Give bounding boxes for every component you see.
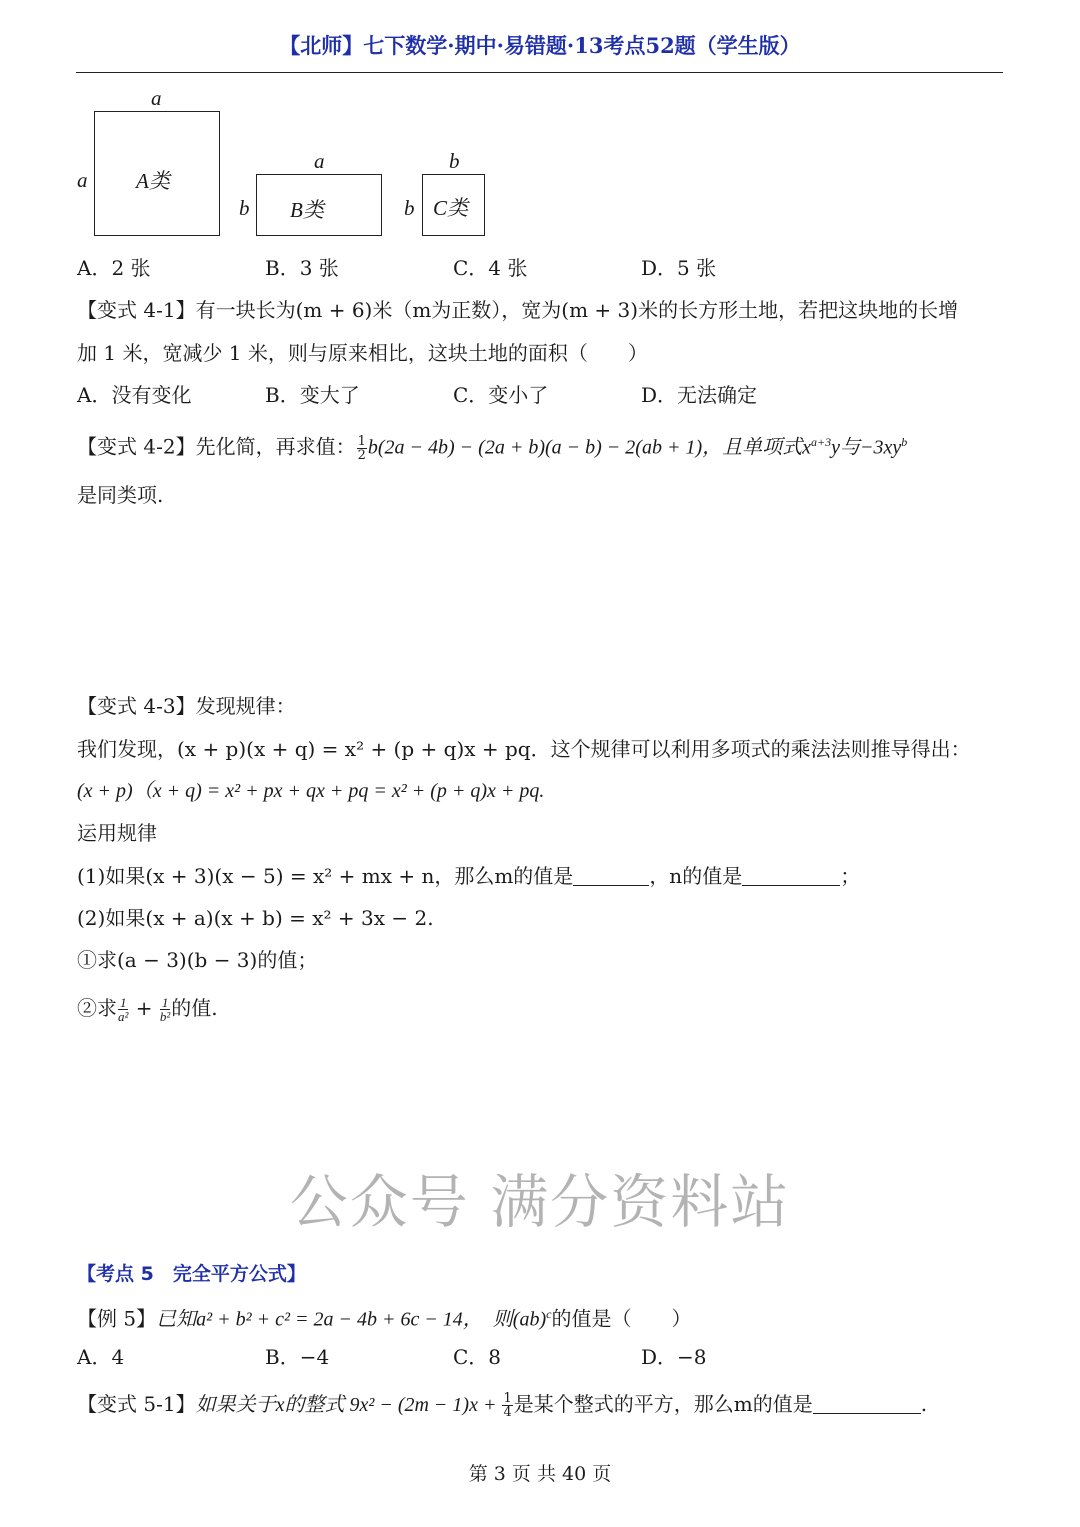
v42-sup1: a+3 — [811, 435, 832, 449]
a-top-label: a — [151, 86, 162, 110]
v42-frac-num: 1 — [357, 433, 366, 449]
v43-plus: + — [129, 996, 159, 1020]
v43-frac2-num: 1 — [161, 995, 169, 1010]
b-top-label: a — [314, 149, 325, 173]
kaodian5-title: 【考点 5 完全平方公式】 — [77, 1263, 306, 1285]
c-top-label: b — [449, 149, 460, 173]
ex5-text-a: 已知a² + b² + c² = 2a − 4b + 6c − 14， 则(ab) — [156, 1308, 547, 1331]
q4-option-b: B．3 张 — [265, 256, 339, 280]
ex5-option-b: B．−4 — [265, 1345, 330, 1369]
answer-blank-m[interactable] — [573, 865, 649, 886]
ex5-option-a: A．4 — [77, 1345, 125, 1369]
v43-frac2 — [160, 996, 170, 1023]
ex5-sup: c — [546, 1307, 552, 1321]
tile-a-label: A类 — [136, 169, 170, 193]
v51-text-a: 如果关于x的整式 9x² − (2m − 1)x + — [195, 1394, 502, 1416]
q4-option-d: D．5 张 — [641, 256, 717, 280]
v41-line2: 加 1 米，宽减少 1 米，则与原来相比，这块土地的面积（ ） — [77, 341, 648, 365]
v41-option-d: D．无法确定 — [641, 383, 758, 407]
q4-option-a: A．2 张 — [77, 256, 151, 280]
v51-frac-den: 4 — [503, 1405, 512, 1420]
tile-c-label: C类 — [433, 196, 469, 220]
v42-mid: y与−3xy — [831, 436, 902, 459]
q4-option-c: C．4 张 — [453, 256, 528, 280]
v43-q1-text-c: ； — [840, 864, 861, 888]
v43-frac1-den: a² — [118, 1009, 129, 1024]
ex5-tag: 【例 5】 — [77, 1306, 157, 1331]
v41-line1 — [77, 296, 958, 324]
v41-text1: 有一块长为(m + 6)米（m为正数），宽为(m + 3)米的长方形土地，若把这块地的长增 — [195, 298, 959, 322]
v42-sup2: b — [901, 435, 908, 449]
page-footer: 第 3 页 共 40 页 — [468, 1463, 612, 1485]
ex5-text-b: 的值是（ ） — [551, 1306, 692, 1331]
watermark: 公众号 满分资料站 — [289, 1168, 791, 1236]
v42-prefix: 先化简，再求值： — [195, 434, 356, 459]
ex5-option-d: D．−8 — [641, 1345, 707, 1369]
v43-q1 — [77, 862, 860, 890]
v51-text-b: 是某个整式的平方，那么m的值是 — [513, 1392, 813, 1416]
v51-tag: 【变式 5-1】 — [77, 1392, 196, 1416]
v41-option-c: C．变小了 — [453, 383, 549, 407]
c-left-label: b — [404, 196, 415, 220]
v43-frac1-num: 1 — [119, 995, 127, 1010]
v43-q1-text-a: (1)如果(x + 3)(x − 5) = x² + mx + n，那么m的值是 — [77, 864, 574, 888]
v43-line1: 我们发现，(x + p)(x + q) = x² + (p + q)x + pq．这个规律可以利用多项式的乘法法则推导得出： — [77, 737, 971, 761]
v43-line2: (x + p)（x + q) = x² + px + qx + pq = x² + (p + q)x + pq. — [77, 780, 545, 802]
v43-line3: 运用规律 — [77, 821, 157, 845]
v43-q1-text-b: ，n的值是 — [649, 864, 743, 888]
tile-b-label: B类 — [290, 198, 324, 222]
v43-title-line — [77, 692, 296, 720]
v42-frac-den: 2 — [357, 447, 366, 463]
v43-title: 发现规律： — [195, 694, 296, 718]
answer-blank-n[interactable] — [742, 865, 840, 886]
v41-option-b: B．变大了 — [265, 383, 360, 407]
v43-q2ii-text-a: ②求 — [77, 996, 117, 1020]
v43-frac2-den: b² — [159, 1009, 171, 1024]
v41-option-a: A．没有变化 — [77, 383, 192, 407]
v42-line1 — [77, 428, 907, 462]
v42-tag: 【变式 4-2】 — [77, 434, 196, 459]
v42-expr: b(2a − 4b) − (2a + b)(a − b) − 2(ab + 1)，且单项式x — [367, 436, 811, 459]
b-left-label: b — [239, 196, 250, 220]
v43-tag: 【变式 4-3】 — [77, 694, 196, 718]
v42-fraction — [357, 435, 367, 462]
v51-frac-num: 1 — [503, 1391, 512, 1406]
ex5-option-c: C．8 — [453, 1345, 502, 1369]
v43-frac1 — [118, 996, 128, 1023]
v43-q2-ii — [77, 994, 218, 1023]
v43-q2ii-text-b: 的值. — [171, 996, 218, 1020]
v42-line2: 是同类项. — [77, 483, 164, 507]
ex5-line — [77, 1300, 691, 1334]
v43-q2-i: ①求(a − 3)(b − 3)的值； — [77, 948, 318, 972]
page-header-title: 【北师】七下数学·期中·易错题·13考点52题（学生版） — [279, 33, 801, 58]
v51-fraction — [502, 1392, 512, 1419]
header-rule — [76, 72, 1003, 73]
v41-tag: 【变式 4-1】 — [77, 298, 196, 322]
v43-q2: (2)如果(x + a)(x + b) = x² + 3x − 2. — [77, 906, 434, 930]
a-left-label: a — [77, 168, 88, 192]
v51-line — [77, 1390, 927, 1419]
answer-blank-v51[interactable] — [813, 1393, 921, 1414]
v51-end: . — [920, 1392, 928, 1416]
